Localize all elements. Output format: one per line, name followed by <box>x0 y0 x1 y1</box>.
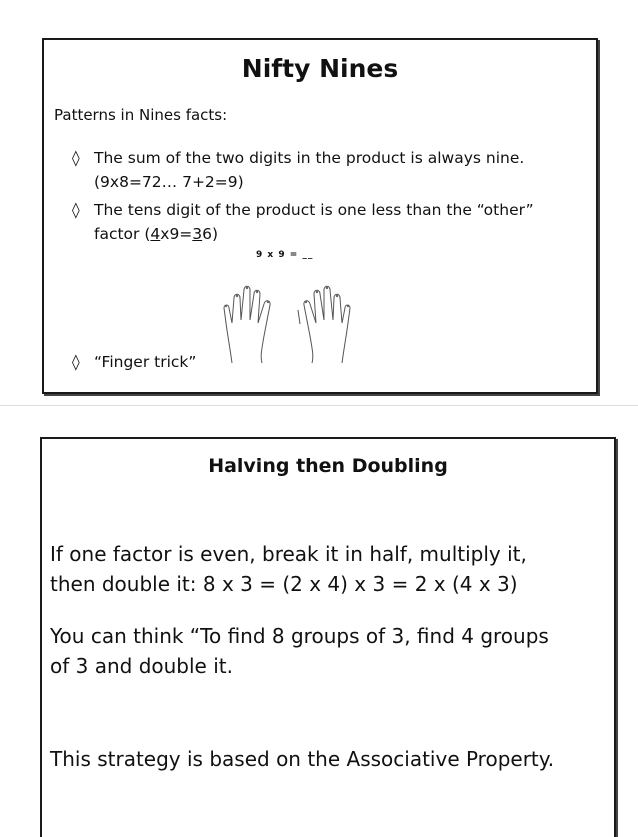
example-suffix: 6) <box>202 225 219 243</box>
paragraph-line: You can think “To find 8 groups of 3, find 4 groups <box>50 624 549 648</box>
finger-trick-equation: 9 x 9 = __ <box>256 250 314 260</box>
hands-illustration <box>212 268 362 368</box>
bullet-example <box>72 222 534 246</box>
strategy-thinking <box>50 621 610 681</box>
diamond-bullet-icon: ◊ <box>72 149 80 167</box>
example-prefix: factor ( <box>94 225 151 243</box>
example-mid: x9= <box>160 225 193 243</box>
bullet-example: (9x8=72… 7+2=9) <box>94 173 244 191</box>
card-subtitle: Patterns in Nines facts: <box>54 106 228 124</box>
paragraph-line: of 3 and double it. <box>50 654 233 678</box>
paragraph-line: then double it: 8 x 3 = (2 x 4) x 3 = 2 x (4 x 3) <box>50 572 518 596</box>
strategy-explanation <box>50 539 610 599</box>
strategy-property-note: This strategy is based on the Associative Property. <box>50 747 555 771</box>
page-fold-line <box>0 405 638 406</box>
bullet-digit-sum <box>72 146 524 194</box>
bullet-text: “Finger trick” <box>94 353 197 371</box>
paragraph-line: If one factor is even, break it in half, multiply it, <box>50 542 527 566</box>
underlined-digit: 4 <box>150 225 161 243</box>
diamond-bullet-icon: ◊ <box>72 353 80 371</box>
diamond-bullet-icon: ◊ <box>72 201 80 219</box>
bullet-text: The sum of the two digits in the product is always nine. <box>94 149 525 167</box>
card-title: Halving then Doubling <box>208 455 448 477</box>
halving-doubling-card <box>40 437 616 837</box>
underlined-digit: 3 <box>192 225 203 243</box>
card-title: Nifty Nines <box>241 54 399 83</box>
bullet-tens-digit <box>72 198 534 246</box>
bullet-text: The tens digit of the product is one less than the “other” <box>94 201 534 219</box>
bullet-finger-trick <box>72 350 196 374</box>
nifty-nines-card <box>42 38 598 394</box>
